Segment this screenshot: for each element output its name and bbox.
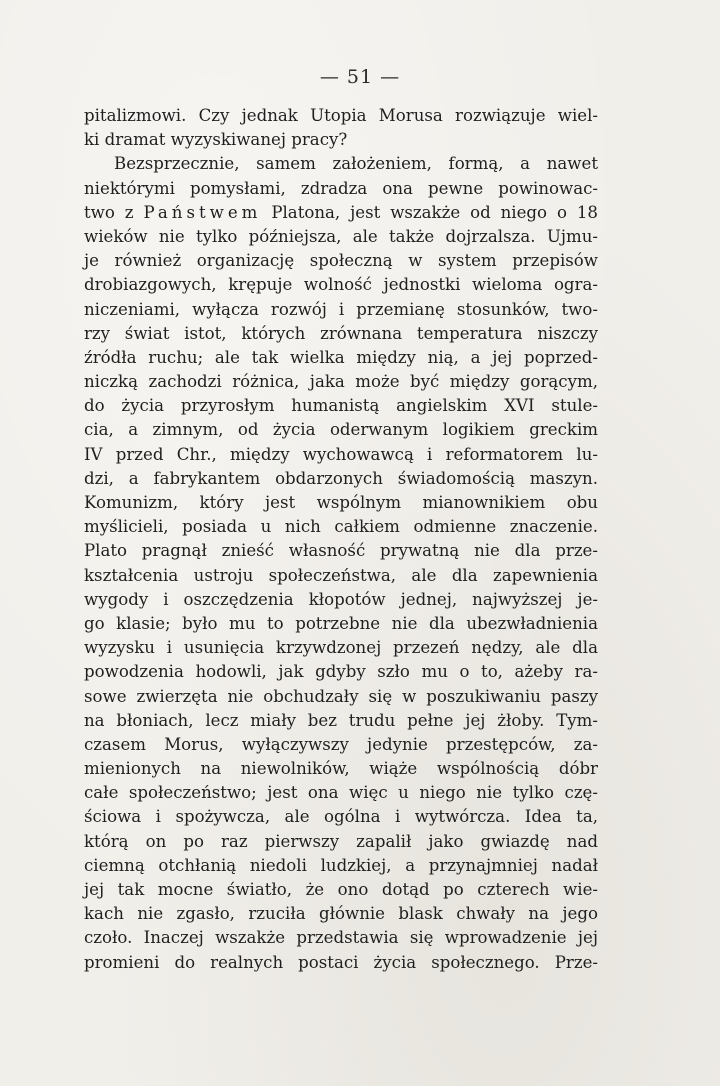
text-line: wygody i oszczędzenia kłopotów jednej, najwyższej je- [84,589,598,609]
text-line: kach nie zgasło, rzuciła głównie blask chwały na jego [84,904,598,924]
text-line: myślicieli, posiada u nich całkiem odmienne znaczenie. [84,517,598,537]
text-line: pitalizmowi. Czy jednak Utopia Morusa rozwiązuje wiel- [84,106,598,125]
text-line: dzi, a fabrykantem obdarzonych świadomością maszyn. [84,468,598,488]
text-line: drobiazgowych, krępuje wolność jednostki wieloma ogra- [84,275,598,295]
text-segment: two z [84,202,134,222]
text-segment: Platona, jest wszakże od niego o 18 [271,202,598,222]
text-line: czoło. Inaczej wszakże przedstawia się wprowadzenie jej [84,928,598,948]
text-line: mienionych na niewolników, wiąże wspólnością dóbr [84,759,598,779]
text-line: niektórymi pomysłami, zdradza ona pewne powinowac- [84,178,598,198]
text-line: kształcenia ustroju społeczeństwa, ale dla zapewnienia [84,565,598,585]
text-line: niczeniami, wyłącza rozwój i przemianę stosunków, two- [84,299,598,319]
text-line: czasem Morus, wyłączywszy jedynie przestępców, za- [84,734,598,754]
text-line: ściowa i spożywcza, ale ogólna i wytwórcza. Idea ta, [84,807,598,827]
text-line: którą on po raz pierwszy zapalił jako gwiazdę nad [84,831,598,851]
text-line: promieni do realnych postaci życia społecznego. Prze- [84,952,598,972]
text-line: jej tak mocne światło, że ono dotąd po czterech wie- [84,880,598,899]
emphasized-word: Państwem [143,202,262,222]
text-line: rzy świat istot, których zrównana temperatura niszczy [84,323,598,343]
text-line: Plato pragnął znieść własność prywatną nie dla prze- [84,541,598,561]
text-line [84,201,598,225]
text-line: na błoniach, lecz miały bez trudu pełne jej żłoby. Tym- [84,710,598,730]
text-line: sowe zwierzęta nie obchudzały się w poszukiwaniu paszy [84,686,598,706]
text-line: ki dramat wyzyskiwanej pracy? [84,130,348,150]
text-line: IV przed Chr., między wychowawcą i reformatorem lu- [84,444,598,464]
text-line: wieków nie tylko późniejsza, ale także dojrzalsza. Ujmu- [84,226,598,246]
page-number: — 51 — [319,66,401,88]
text-line: całe społeczeństwo; jest ona więc u niego nie tylko czę- [84,783,598,803]
text-line: Bezsprzecznie, samem założeniem, formą, a nawet [114,154,598,174]
text-line: cia, a zimnym, od życia oderwanym logikiem greckim [84,420,598,440]
text-line: źródła ruchu; ale tak wielka między nią, a jej poprzed- [84,347,598,367]
text-line: go klasie; było mu to potrzebne nie dla ubezwładnienia [84,613,598,633]
text-line: niczką zachodzi różnica, jaka może być między gorącym, [84,372,598,392]
text-line: je również organizację społeczną w system przepisów [84,251,598,271]
text-line: powodzenia hodowli, jak gdyby szło mu o to, ażeby ra- [84,662,598,682]
text-line: ciemną otchłanią niedoli ludzkiej, a przynajmniej nadał [84,855,598,875]
text-line: wyzysku i usunięcia krzywdzonej przezeń nędzy, ale dla [84,638,598,658]
text-line: do życia przyrosłym humanistą angielskim XVI stule- [84,396,598,416]
text-line: Komunizm, który jest wspólnym mianownikiem obu [84,493,598,512]
body-text [84,104,598,975]
